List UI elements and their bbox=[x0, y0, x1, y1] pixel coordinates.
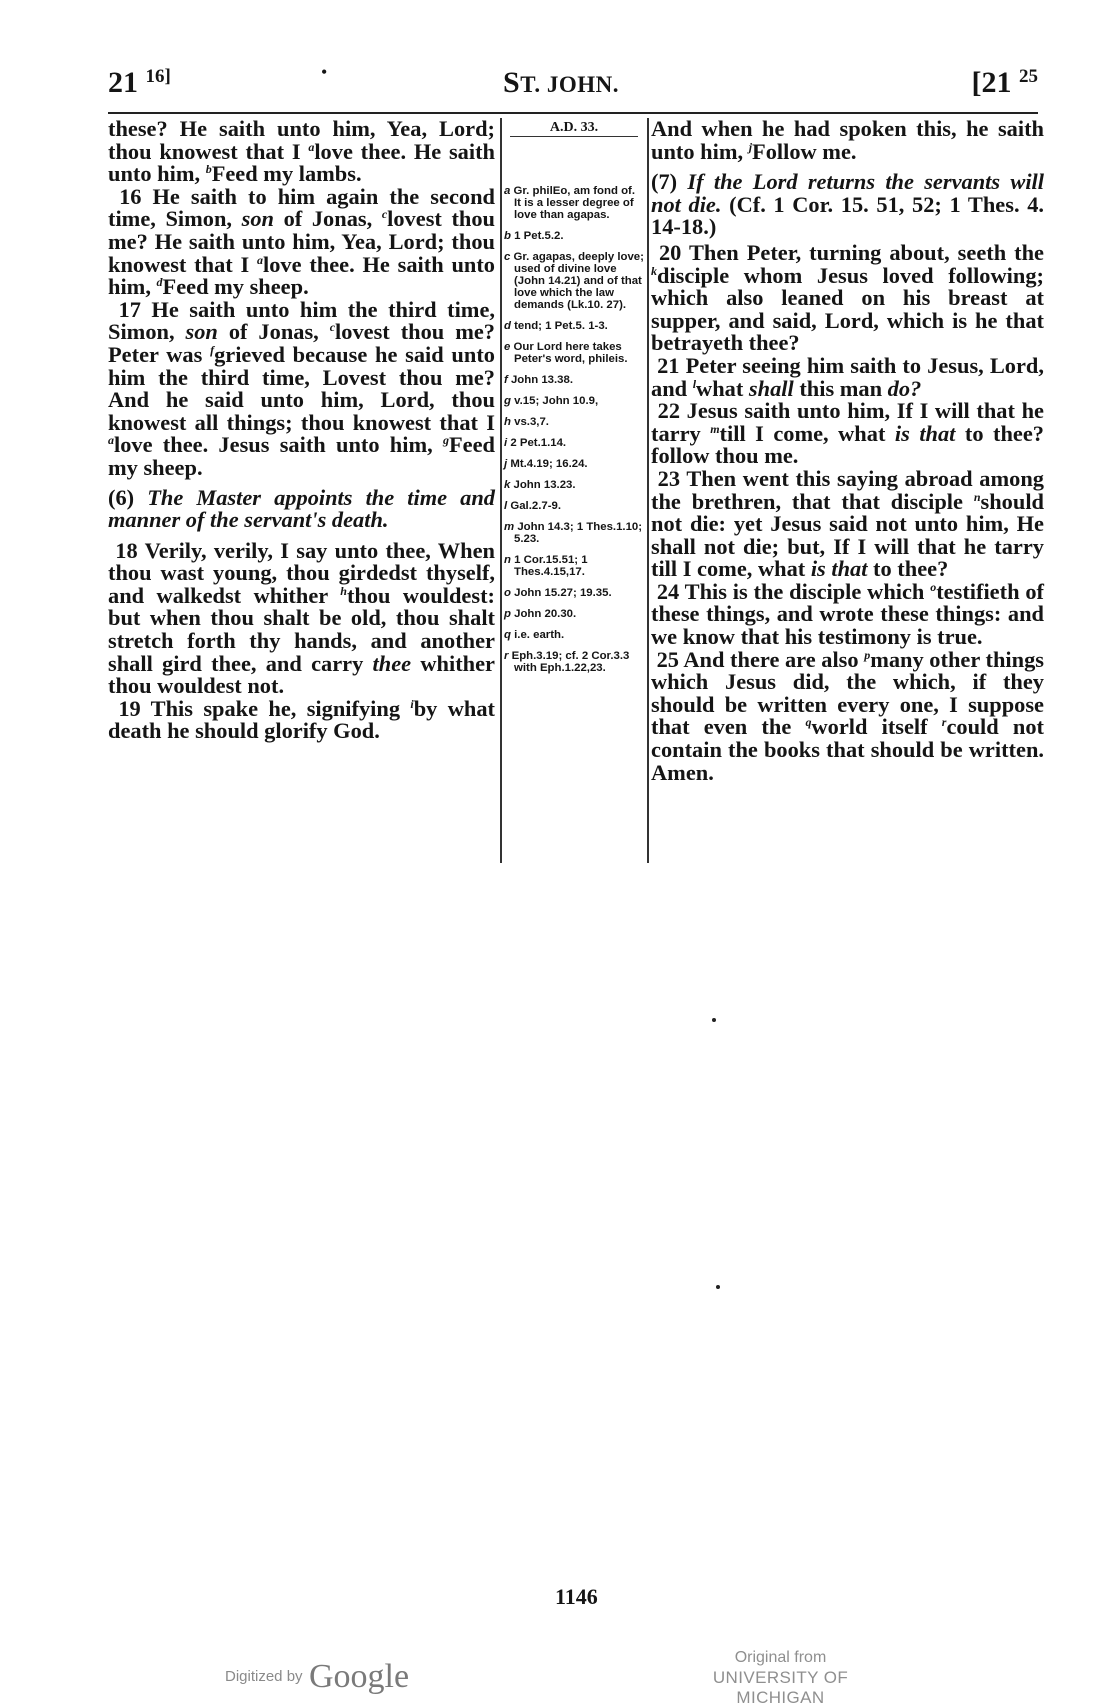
header-dot: • bbox=[321, 62, 328, 82]
margin-note-mark: l bbox=[504, 500, 508, 512]
margin-note-list bbox=[504, 185, 644, 674]
margin-note-text: Gr. philEo, am fond of. It is a lesser degree of love than agapas. bbox=[513, 185, 636, 221]
google-logo: Google bbox=[309, 1658, 410, 1695]
margin-note-mark: f bbox=[504, 374, 508, 386]
margin-note bbox=[504, 629, 644, 641]
margin-note-mark: o bbox=[504, 587, 511, 599]
margin-note-text: v.15; John 10.9, bbox=[514, 395, 599, 407]
margin-note-text: John 13.23. bbox=[513, 479, 576, 491]
margin-note-mark: e bbox=[504, 341, 511, 353]
margin-note bbox=[504, 341, 644, 365]
margin-note-text: Gr. agapas, deeply love; used of divine love (John 14.21) and of that love which the law demands (Lk.10. 27). bbox=[513, 251, 644, 311]
margin-note-text: John 20.30. bbox=[514, 608, 577, 620]
margin-note-mark: n bbox=[504, 554, 511, 566]
margin-note-text: Mt.4.19; 16.24. bbox=[510, 458, 588, 470]
verse-16: 16 He saith to him again the second time, Simon, son of Jonas, $^c$lovest thou me? He saith unto him, Yea, Lord; thou knowest that I $^a$love thee. He saith unto him, $^d$Feed my sheep. bbox=[108, 183, 496, 300]
margin-note-text: 2 Pet.1.14. bbox=[510, 437, 567, 449]
section-heading-7: (7) If the Lord returns the servants will not die. (Cf. 1 Cor. 15. 51, 52; 1 Thes. 4. 14-18.) bbox=[651, 169, 1044, 240]
margin-note-mark: b bbox=[504, 230, 511, 242]
verse-18: 18 Verily, verily, I say unto thee, When thou wast young, thou girdedst thyself, and walkedst whither $^h$thou wouldest: but when thou shalt be old, thou shalt stretch forth thy hands, and another shall gird thee, and carry thee whither thou wouldest not. bbox=[108, 537, 495, 699]
running-header bbox=[108, 62, 1038, 110]
margin-note bbox=[504, 587, 644, 599]
page-number: 1146 bbox=[555, 1584, 598, 1609]
margin-note bbox=[504, 458, 644, 470]
margin-note-text: John 14.3; 1 Thes.1.10; 5.23. bbox=[514, 521, 643, 545]
margin-note-mark: m bbox=[504, 521, 515, 533]
margin-references bbox=[504, 118, 644, 683]
margin-note bbox=[504, 437, 644, 449]
margin-note-mark: q bbox=[504, 629, 511, 641]
margin-note-text: 1 Pet.5.2. bbox=[514, 230, 564, 242]
verse-19-end: And when he had spoken this, he saith unto him, $^j$Follow me. bbox=[651, 116, 1044, 164]
scan-speck bbox=[712, 1018, 716, 1022]
margin-note-mark: d bbox=[504, 320, 511, 332]
margin-note bbox=[504, 374, 644, 386]
verse-21: 21 Peter seeing him saith to Jesus, Lord, and $^l$what shall this man do? bbox=[651, 352, 1044, 401]
margin-note-mark: j bbox=[504, 458, 508, 470]
verse-19: 19 This spake he, signifying $^i$by what death he should glorify God. bbox=[108, 695, 495, 744]
column-divider-right bbox=[647, 118, 649, 863]
margin-note-mark: p bbox=[504, 608, 511, 620]
verse-22: 22 Jesus saith unto him, If I will that he tarry $^m$till I come, what is that to thee? follow thou me. bbox=[651, 398, 1044, 469]
right-text-column bbox=[651, 118, 1044, 784]
left-text-column bbox=[108, 118, 495, 743]
margin-note-mark: h bbox=[504, 416, 511, 428]
verse-15-end: these? He saith unto him, Yea, Lord; thou knowest that I $^a$love thee. He saith unto him, $^b$Feed my lambs. bbox=[108, 116, 495, 187]
digitized-by-google: Digitized by Google bbox=[225, 1658, 410, 1695]
margin-note-text: Eph.3.19; cf. 2 Cor.3.3 with Eph.1.22,23. bbox=[511, 650, 630, 674]
original-from-notice: Original from UNIVERSITY OF MICHIGAN bbox=[712, 1649, 849, 1707]
margin-note-text: Gal.2.7-9. bbox=[510, 500, 561, 512]
margin-note bbox=[504, 185, 644, 221]
scan-speck bbox=[716, 1285, 720, 1289]
header-rule bbox=[108, 112, 1038, 114]
margin-note bbox=[504, 320, 644, 332]
verse-20: 20 Then Peter, turning about, seeth the $^k$disciple whom Jesus loved following; which also leaned on his breast at supper, and said, Lord, which is he that betrayeth thee? bbox=[651, 239, 1044, 356]
margin-note bbox=[504, 416, 644, 428]
margin-note-text: John 13.38. bbox=[510, 374, 574, 386]
margin-note-mark: i bbox=[504, 437, 508, 449]
header-left-ref: 21 $^{16]}$ bbox=[108, 66, 171, 99]
verse-23: 23 Then went this saying abroad among the brethren, that that disciple $^n$should not die: yet Jesus said not unto him, He shall not die; but, If I will that he tarry till I come, what is that to thee? bbox=[651, 465, 1044, 582]
margin-note-text: 1 Cor.15.51; 1 Thes.4.15,17. bbox=[514, 554, 588, 578]
verse-25: 25 And there are also $^p$many other things which Jesus did, the which, if they should be written every one, I suppose that even the $^q$world itself $^r$could not contain the books that should be written. Amen. bbox=[651, 646, 1044, 785]
margin-note bbox=[504, 608, 644, 620]
margin-note-mark: k bbox=[504, 479, 511, 491]
margin-note bbox=[504, 479, 644, 491]
margin-note bbox=[504, 521, 644, 545]
margin-note bbox=[504, 554, 644, 578]
margin-note-mark: c bbox=[504, 251, 511, 263]
margin-note bbox=[504, 230, 644, 242]
margin-note-text: John 15.27; 19.35. bbox=[514, 587, 612, 599]
margin-note bbox=[504, 650, 644, 674]
section-heading-6: (6) The Master appoints the time and manner of the servant's death. bbox=[108, 484, 495, 533]
verse-24: 24 This is the disciple which $^o$testifieth of these things, and wrote these things: and we know that his testimony is true. bbox=[651, 578, 1044, 650]
verse-17: 17 He saith unto him the third time, Simon, son of Jonas, $^c$lovest thou me? Peter was $^f$grieved because he said unto him the third time, Lovest thou me? And he said unto him, Lord, thou knowest all things; thou knowest that I $^a$love thee. Jesus saith unto him, $^g$Feed my sheep. bbox=[108, 296, 495, 480]
margin-note-text: vs.3,7. bbox=[514, 416, 549, 428]
margin-note bbox=[504, 251, 644, 311]
margin-note bbox=[504, 395, 644, 407]
margin-note-text: Our Lord here takes Peter's word, phileis. bbox=[513, 341, 628, 365]
anno-domini: A.D. 33. bbox=[510, 122, 638, 137]
column-divider-left bbox=[500, 118, 502, 863]
margin-note-text: tend; 1 Pet.5. 1-3. bbox=[514, 320, 608, 332]
margin-note-mark: g bbox=[504, 395, 511, 407]
book-title: ST. JOHN. bbox=[503, 66, 619, 99]
margin-note-text: i.e. earth. bbox=[514, 629, 565, 641]
margin-note-mark: r bbox=[504, 650, 509, 662]
margin-note bbox=[504, 500, 644, 512]
header-right-ref: [21 $^{25}$ bbox=[971, 66, 1038, 99]
margin-note-mark: a bbox=[504, 185, 511, 197]
